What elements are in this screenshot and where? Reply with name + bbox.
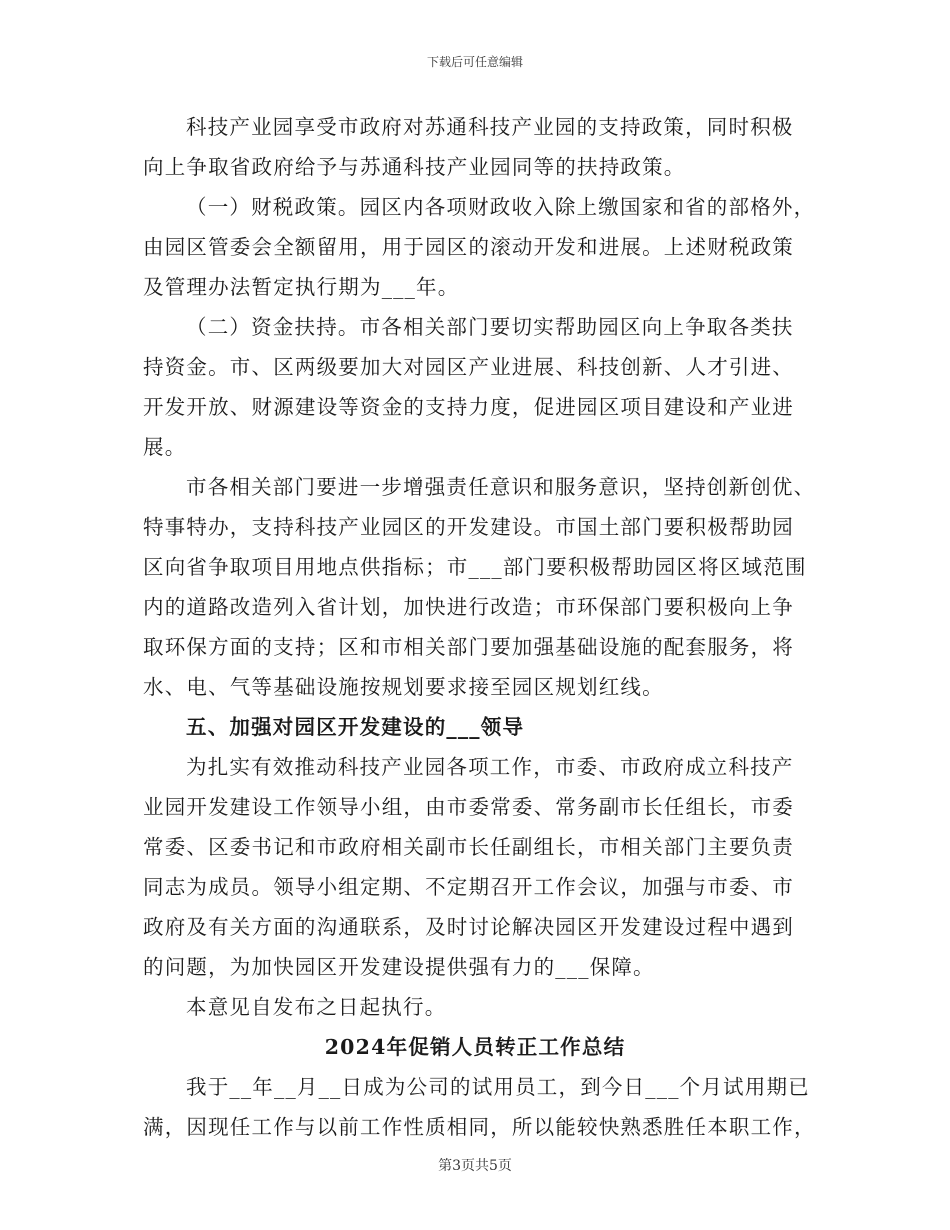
text-line: 区向省争取项目用地点供指标；市___部门要积极帮助园区将区域范围 [143, 555, 807, 579]
document-title: 2024年促销人员转正工作总结 [324, 1035, 626, 1059]
text-line: 科技产业园享受市政府对苏通科技产业园的支持政策，同时积极 [186, 115, 794, 139]
text-line: 满，因现任工作与以前工作性质相同，所以能较快熟悉胜任本职工作， [143, 1115, 816, 1139]
text-line: 开发开放、财源建设等资金的支持力度，促进园区项目建设和产业进 [143, 395, 794, 419]
text-line: 业园开发建设工作领导小组，由市委常委、常务副市长任组长，市委 [143, 795, 794, 819]
text-line: 同志为成员。领导小组定期、不定期召开工作会议，加强与市委、市 [143, 875, 794, 899]
text-line: （二）资金扶持。市各相关部门要切实帮助园区向上争取各类扶 [186, 315, 794, 339]
text-line: 的问题，为加快园区开发建设提供强有力的___保障。 [143, 955, 655, 979]
text-line: 政府及有关方面的沟通联系，及时讨论解决园区开发建设过程中遇到 [143, 915, 794, 939]
text-line: 为扎实有效推动科技产业园各项工作，市委、市政府成立科技产 [186, 755, 794, 779]
text-line: 水、电、气等基础设施按规划要求接至园区规划红线。 [143, 675, 664, 699]
page-header: 下载后可任意编辑 [426, 55, 523, 69]
page-footer: 第3页共5页 [438, 1158, 512, 1174]
section-heading: 五、加强对园区开发建设的___领导 [186, 715, 525, 739]
text-line: 取环保方面的支持；区和市相关部门要加强基础设施的配套服务，将 [143, 635, 794, 659]
text-line: 本意见自发布之日起执行。 [186, 995, 447, 1019]
text-line: 特事特办，支持科技产业园区的开发建设。市国土部门要积极帮助园 [143, 515, 794, 539]
text-line: 持资金。市、区两级要加大对园区产业进展、科技创新、人才引进、 [143, 355, 794, 379]
text-line: （一）财税政策。园区内各项财政收入除上缴国家和省的部格外， [186, 195, 816, 219]
document-body [143, 107, 816, 1147]
text-line: 向上争取省政府给予与苏通科技产业园同等的扶持政策。 [143, 155, 686, 179]
text-line: 我于__年__月__日成为公司的试用员工，到今日___个月试用期已 [186, 1075, 810, 1099]
text-line: 展。 [143, 435, 187, 459]
text-line: 市各相关部门要进一步增强责任意识和服务意识，坚持创新创优、 [186, 475, 816, 499]
text-line: 内的道路改造列入省计划，加快进行改造；市环保部门要积极向上争 [143, 595, 794, 619]
text-line: 常委、区委书记和市政府相关副市长任副组长，市相关部门主要负责 [143, 835, 794, 859]
text-line: 由园区管委会全额留用，用于园区的滚动开发和进展。上述财税政策 [143, 235, 794, 259]
text-line: 及管理办法暂定执行期为___年。 [143, 275, 460, 299]
